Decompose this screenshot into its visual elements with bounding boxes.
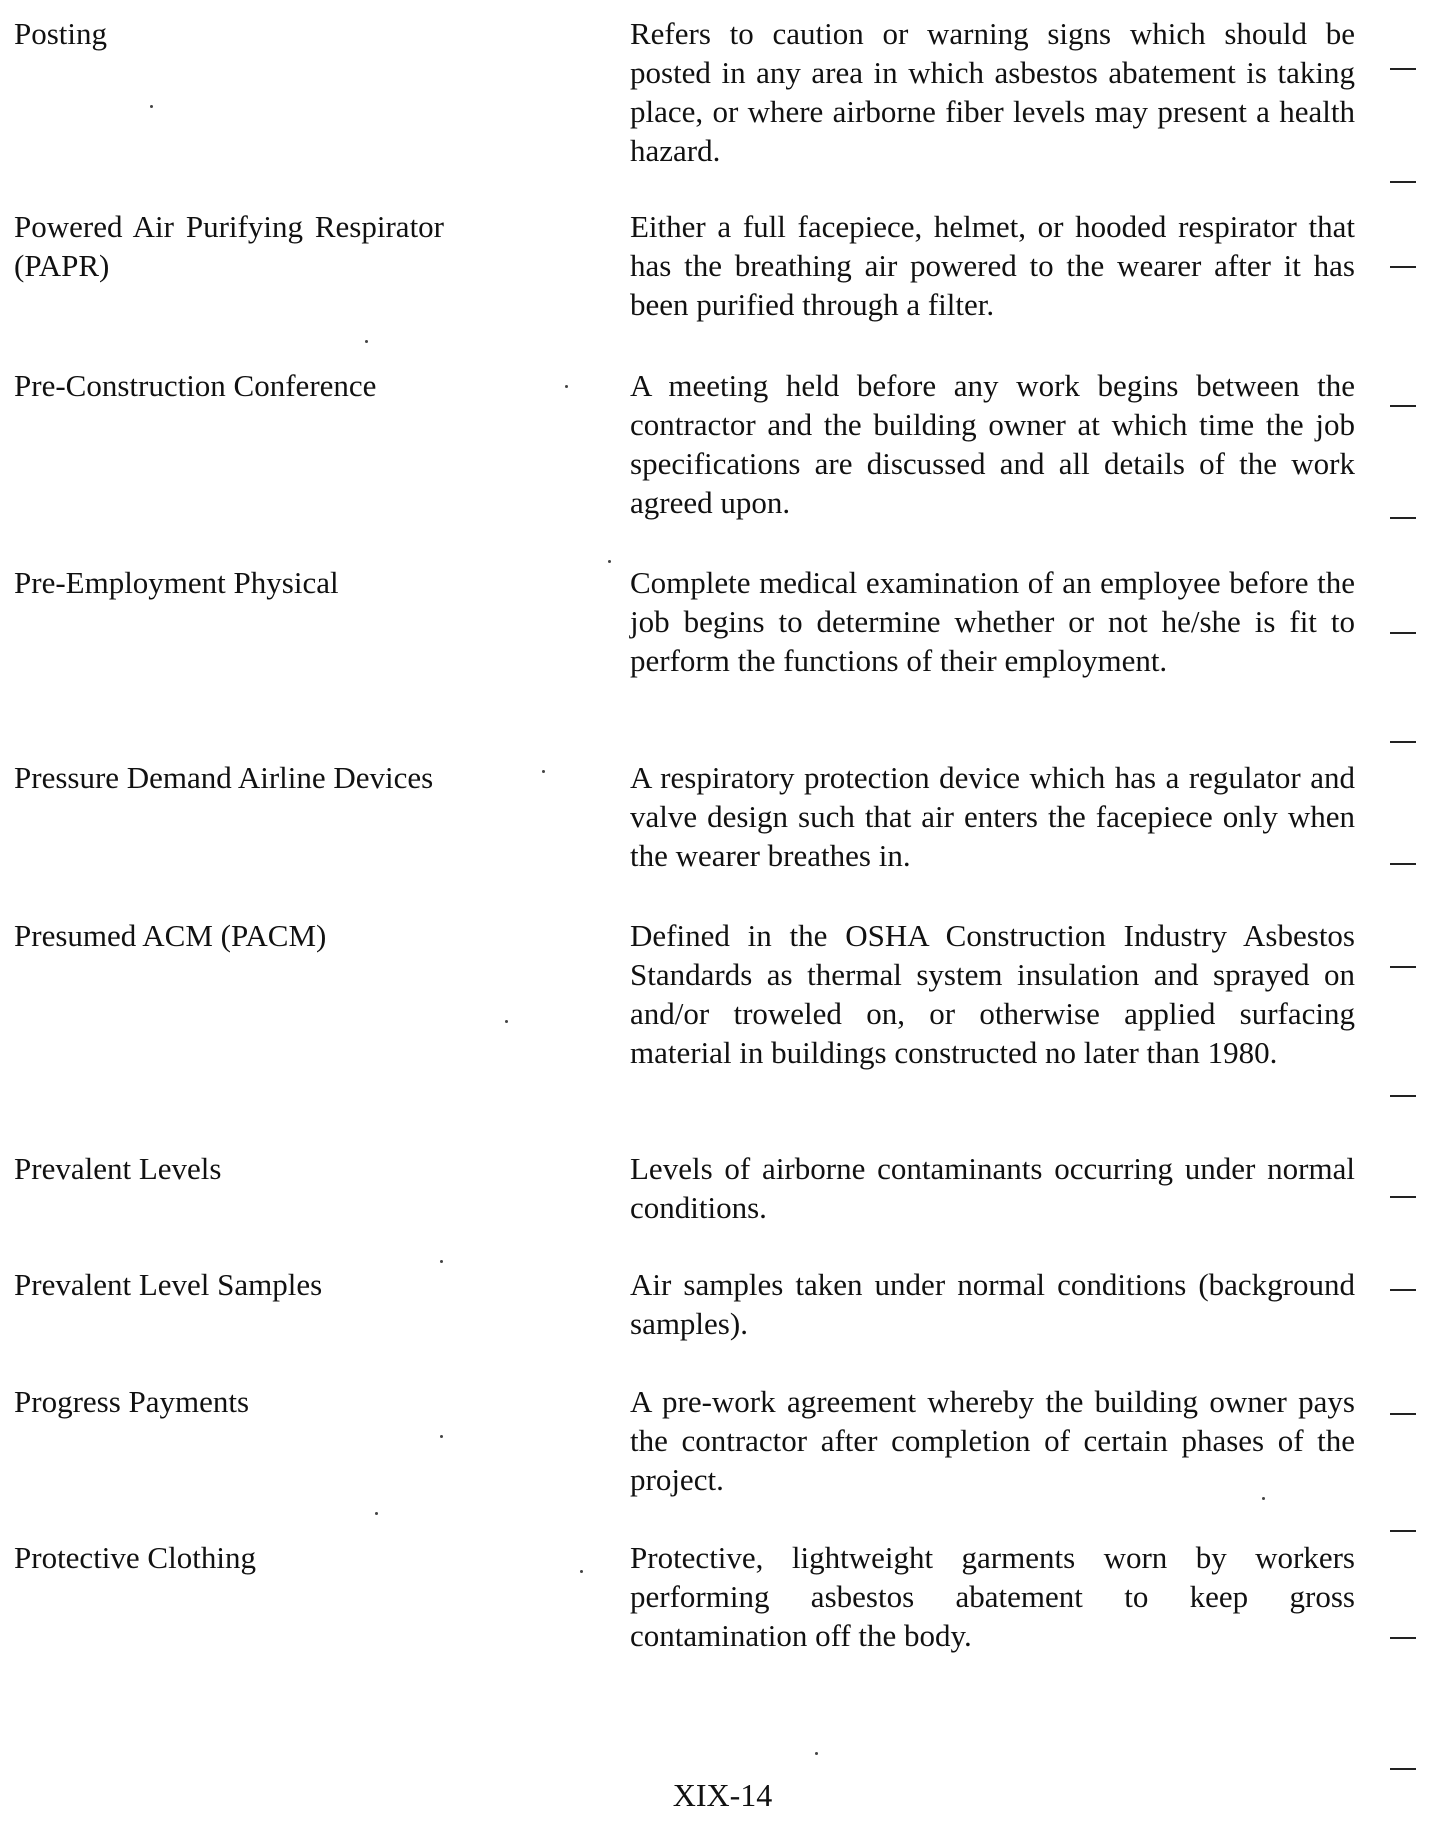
glossary-definition: Air samples taken under normal conditions (background samples). xyxy=(630,1267,1355,1341)
glossary-definition: Defined in the OSHA Construction Industry Asbestos Standards as thermal system insulation and sprayed on and/or troweled on, or otherwise applied surfacing material in buildings constructed no later than 1980. xyxy=(630,918,1355,1070)
glossary-definition: A respiratory protection device which has a regulator and valve design such that air enters the facepiece only when the wearer breathes in. xyxy=(630,760,1355,873)
margin-mark xyxy=(1390,1768,1416,1770)
margin-mark xyxy=(1390,1637,1416,1639)
margin-mark xyxy=(1390,1413,1416,1415)
scan-speck xyxy=(580,1570,583,1573)
glossary-definition: A meeting held before any work begins between the contractor and the building owner at which time the job specifications are discussed and all details of the work agreed upon. xyxy=(630,368,1355,520)
glossary-term: Posting xyxy=(14,16,108,51)
scan-speck xyxy=(440,1435,443,1438)
margin-mark xyxy=(1390,632,1416,634)
margin-mark xyxy=(1390,1196,1416,1198)
margin-mark xyxy=(1390,1095,1416,1097)
scan-speck xyxy=(565,385,568,388)
glossary-term: Prevalent Level Samples xyxy=(14,1267,323,1302)
margin-mark xyxy=(1390,517,1416,519)
scan-speck xyxy=(1262,1497,1265,1500)
glossary-term: Prevalent Levels xyxy=(14,1151,222,1186)
glossary-term: Progress Payments xyxy=(14,1384,250,1419)
scan-speck xyxy=(375,1512,378,1515)
margin-mark xyxy=(1390,741,1416,743)
margin-mark xyxy=(1390,68,1416,70)
glossary-definition: Refers to caution or warning signs which should be posted in any area in which asbestos abatement is taking place, or where airborne fiber levels may present a health hazard. xyxy=(630,16,1355,168)
scan-speck xyxy=(365,340,368,343)
margin-mark xyxy=(1390,1530,1416,1532)
glossary-definition: Levels of airborne contaminants occurring under normal conditions. xyxy=(630,1151,1355,1225)
scan-speck xyxy=(542,770,545,773)
margin-mark xyxy=(1390,966,1416,968)
glossary-definition: Complete medical examination of an employee before the job begins to determine whether or not he/she is fit to perform the functions of their employment. xyxy=(630,565,1355,678)
margin-mark xyxy=(1390,181,1416,183)
glossary-term: Presumed ACM (PACM) xyxy=(14,918,327,953)
scan-speck xyxy=(440,1260,443,1263)
scan-speck xyxy=(505,1020,508,1023)
margin-mark xyxy=(1390,405,1416,407)
glossary-term: Pressure Demand Airline Devices xyxy=(14,760,434,795)
scan-speck xyxy=(815,1752,818,1755)
glossary-definition: A pre-work agreement whereby the building owner pays the contractor after completion of certain phases of the project. xyxy=(630,1384,1355,1497)
glossary-definition: Either a full facepiece, helmet, or hooded respirator that has the breathing air powered to the wearer after it has been purified through a filter. xyxy=(630,209,1355,322)
page-number: XIX-14 xyxy=(672,1777,773,1813)
margin-mark xyxy=(1390,1289,1416,1291)
margin-mark xyxy=(1390,863,1416,865)
margin-mark xyxy=(1390,266,1416,268)
glossary-definition: Protective, lightweight garments worn by workers performing asbestos abatement to keep gross contamination off the body. xyxy=(630,1540,1355,1653)
glossary-term: Pre-Construction Conference xyxy=(14,368,377,403)
scan-speck xyxy=(608,560,611,563)
glossary-term: Pre-Employment Physical xyxy=(14,565,339,600)
glossary-term: Powered Air Purifying Respirator (PAPR) xyxy=(14,209,444,283)
scan-speck xyxy=(150,105,153,108)
glossary-term: Protective Clothing xyxy=(14,1540,256,1575)
